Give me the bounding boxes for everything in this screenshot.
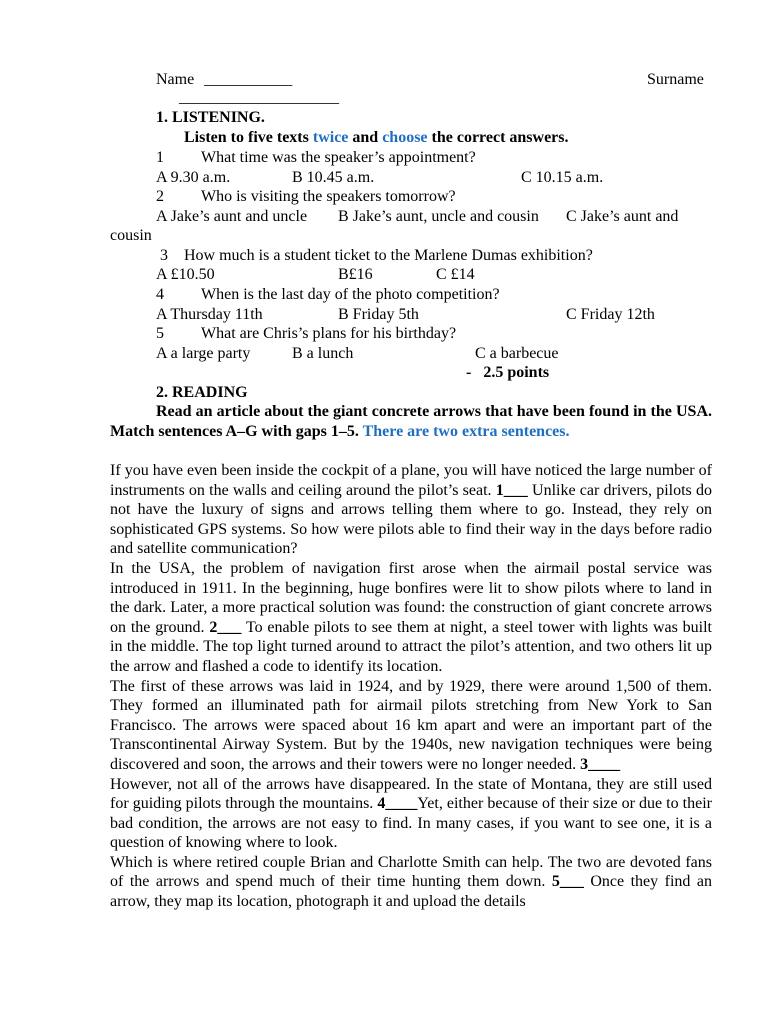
question-text: When is the last day of the photo competition?	[201, 286, 500, 303]
option-a: A a large party	[156, 345, 251, 362]
surname-blank[interactable]: ____________________	[179, 89, 339, 106]
article-text: Once they find an arrow, they map its location, photograph it and upload the details	[110, 873, 712, 911]
article-text: If you have even been inside the cockpit of a plane, you will have noticed the large number of instruments on the walls and ceiling around the pilot’s seat.	[110, 462, 712, 499]
option-a: A Jake’s aunt and uncle	[156, 208, 308, 225]
article-text: To enable pilots to see them at night, a steel tower with lights was built in the middle. The top light turned around to attract the pilot’s attention, and two others lit up the arrow and flashed a code to identify its location.	[110, 618, 713, 675]
reading-instr-main: Read an article about the giant concrete arrows that have been found in the USA. Match sentences A–G with gaps 1–5.	[110, 403, 712, 440]
option-a: A 9.30 a.m.	[156, 169, 231, 186]
article-text: Yet, either because of their size or due to their bad condition, the arrows are not easy to find. In many cases, if you want to see one, it is a question of knowing where to look.	[110, 795, 712, 852]
article-paragraph-1	[110, 461, 712, 559]
option-b: B Jake’s aunt, uncle and cousin	[338, 208, 539, 225]
instr-part-1: Listen to five texts	[184, 129, 313, 146]
option-c: C £14	[436, 266, 475, 283]
option-b: B a lunch	[292, 345, 354, 362]
article-text: The first of these arrows was laid in 1924, and by 1929, there were around 1,500 of them. They formed an illuminated path for airmail pilots stretching from New York to San Francisco. The arrows were spaced about 16 km apart and were an important part of the Transcontinental Airway System. But by the 1940s, new navigation techniques were being discovered and soon, the arrows and their towers were no longer needed.	[110, 677, 712, 773]
instr-twice: twice	[312, 129, 349, 146]
name-label: Name	[156, 71, 195, 88]
question-text: Who is visiting the speakers tomorrow?	[201, 188, 456, 205]
name-label-row	[156, 70, 292, 89]
instr-choose: choose	[382, 129, 428, 146]
article-text: In the USA, the problem of navigation first arose when the airmail postal service was introduced in 1911. In the beginning, huge bonfires were lit to show pilots where to land in the dark. Later, a more practical solution was found: the construction of giant concrete arrows on the ground.	[110, 559, 712, 636]
option-a: A £10.50	[156, 266, 215, 283]
article-paragraph-5	[110, 853, 712, 912]
gap-1[interactable]: 1___	[495, 481, 528, 499]
question-number: 5	[156, 325, 164, 342]
option-c: C 10.15 a.m.	[521, 169, 604, 186]
surname-label: Surname	[647, 71, 704, 88]
gap-2[interactable]: 2___	[209, 618, 242, 636]
question-number: 4	[156, 286, 164, 303]
question-number: 3	[160, 247, 168, 264]
listening-instructions	[184, 128, 569, 147]
instr-part-2: and	[348, 129, 383, 146]
option-c: C Friday 12th	[566, 306, 655, 323]
article-body	[110, 461, 712, 912]
points-label: - 2.5 points	[466, 364, 550, 381]
listening-heading: 1. LISTENING.	[156, 109, 265, 126]
reading-heading: 2. READING	[156, 384, 248, 401]
option-b: B£16	[338, 266, 373, 283]
question-number: 1	[156, 149, 164, 166]
option-c: C Jake’s aunt and	[566, 208, 679, 225]
name-blank[interactable]: ___________	[204, 71, 293, 88]
gap-3[interactable]: 3____	[580, 755, 621, 773]
option-c: C a barbecue	[475, 345, 559, 362]
article-paragraph-3	[110, 677, 712, 775]
article-paragraph-4	[110, 775, 712, 853]
option-a: A Thursday 11th	[156, 306, 263, 323]
instr-part-3: the correct answers.	[427, 129, 569, 146]
question-number: 2	[156, 188, 164, 205]
option-b: B 10.45 a.m.	[292, 169, 375, 186]
gap-4[interactable]: 4____	[377, 795, 418, 813]
article-paragraph-2	[110, 559, 712, 677]
article-text: Unlike car drivers, pilots do not have the luxury of signs and arrows telling them where to go. Instead, they rely on sophisticated GPS systems. So how were pilots able to find their way in the days before radio and satellite communication?	[110, 481, 712, 558]
article-text: Which is where retired couple Brian and Charlotte Smith can help. The two are devoted fans of the arrows and spend much of their time hunting them down.	[110, 853, 712, 891]
gap-5[interactable]: 5___	[551, 873, 584, 891]
question-text: What are Chris’s plans for his birthday?	[201, 325, 457, 342]
article-text: However, not all of the arrows have disappeared. In the state of Montana, they are still used for guiding pilots through the mountains.	[110, 775, 712, 813]
reading-instructions	[110, 402, 712, 441]
question-text: How much is a student ticket to the Marlene Dumas exhibition?	[184, 247, 593, 264]
option-c-continued: cousin	[110, 227, 152, 244]
reading-instr-extra: There are two extra sentences.	[362, 422, 570, 440]
question-text: What time was the speaker’s appointment?	[201, 149, 476, 166]
option-b: B Friday 5th	[338, 306, 419, 323]
